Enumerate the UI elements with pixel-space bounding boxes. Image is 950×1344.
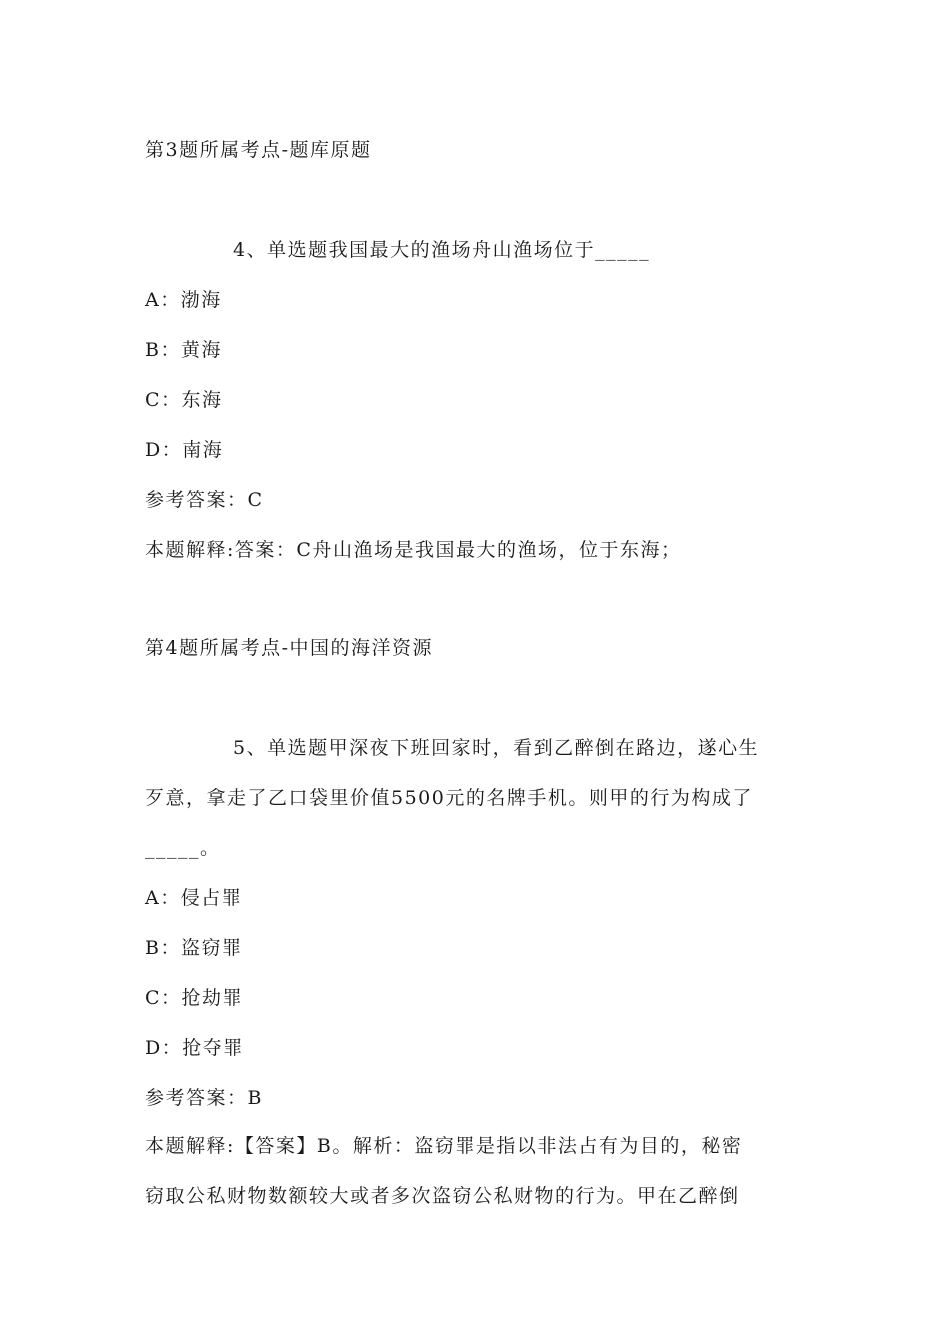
q5-explanation-line2: 窃取公私财物数额较大或者多次盗窃公私财物的行为。甲在乙醉倒	[145, 1185, 740, 1207]
q5-option-b: B：盗窃罪	[145, 937, 243, 959]
q5-stem-line3: _____。	[145, 837, 221, 859]
q4-option-d: D：南海	[145, 439, 224, 461]
q5-stem-line1: 5、单选题甲深夜下班回家时，看到乙醉倒在路边，遂心生	[233, 737, 760, 759]
q4-option-a: A：渤海	[145, 289, 222, 311]
q4-explanation: 本题解释:答案：C舟山渔场是我国最大的渔场，位于东海；	[145, 539, 682, 561]
q4-option-c: C：东海	[145, 389, 223, 411]
q4-stem: 4、单选题我国最大的渔场舟山渔场位于_____	[233, 239, 651, 261]
q5-answer: 参考答案：B	[145, 1087, 263, 1109]
q3-topic: 第3题所属考点-题库原题	[145, 139, 372, 161]
q5-option-c: C：抢劫罪	[145, 987, 244, 1009]
q5-option-a: A：侵占罪	[145, 887, 243, 909]
q5-option-d: D：抢夺罪	[145, 1037, 244, 1059]
q5-explanation-line1: 本题解释:【答案】B。解析：盗窃罪是指以非法占有为目的，秘密	[145, 1135, 743, 1157]
q4-topic: 第4题所属考点-中国的海洋资源	[145, 637, 434, 659]
q5-stem-line2: 歹意，拿走了乙口袋里价值5500元的名牌手机。则甲的行为构成了	[145, 787, 753, 809]
q4-option-b: B：黄海	[145, 339, 222, 361]
q4-answer: 参考答案：C	[145, 489, 264, 511]
